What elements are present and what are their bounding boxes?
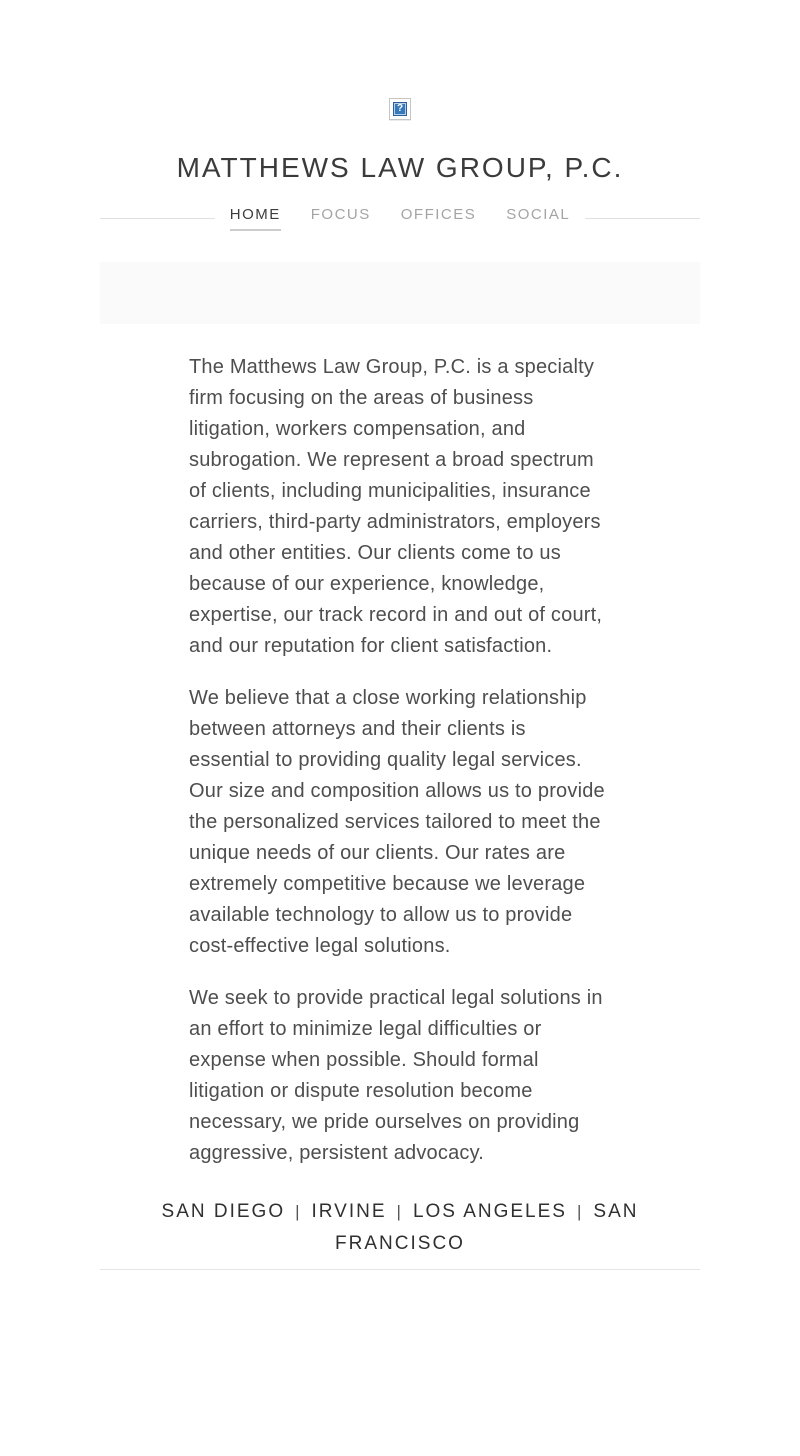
nav-left-hairline: [100, 218, 215, 219]
main-nav: [100, 206, 700, 231]
paragraph-practical-solutions: We seek to provide practical legal solutions in an effort to minimize legal difficulties or expense when possible. Should formal litigation or dispute resolution become necessary, we pride ourselves on providing aggressive, persistent advocacy.: [189, 987, 603, 1164]
separator-pipe: |: [295, 1202, 302, 1221]
question-mark-glyph: ?: [393, 102, 407, 116]
nav-item-social[interactable]: SOCIAL: [506, 206, 571, 223]
nav-right-hairline: [585, 218, 700, 219]
separator-pipe: |: [396, 1202, 403, 1221]
hero-banner: [100, 262, 700, 324]
nav-item-offices[interactable]: OFFICES: [400, 206, 477, 223]
location-irvine: IRVINE: [311, 1201, 387, 1222]
location-san-francisco: SAN FRANCISCO: [335, 1201, 639, 1254]
nav-item-focus[interactable]: FOCUS: [310, 206, 371, 223]
intro-text: [189, 352, 611, 1169]
nav-item-home[interactable]: HOME: [230, 206, 281, 231]
footer: [100, 1196, 700, 1270]
broken-image-icon: [389, 98, 411, 120]
office-locations: [140, 1196, 660, 1260]
location-san-diego: SAN DIEGO: [161, 1201, 286, 1222]
location-los-angeles: LOS ANGELES: [412, 1201, 567, 1222]
paragraph-client-relationship: We believe that a close working relationship between attorneys and their clients is essential to providing quality legal services. Our size and composition allows us to provide the personalized services tailored to meet the unique needs of our clients. Our rates are extremely competitive because we leverage available technology to allow us to provide cost-effective legal solutions.: [189, 687, 605, 957]
site-title: MATTHEWS LAW GROUP, P.C.: [176, 152, 624, 183]
site-logo-row: [100, 0, 700, 121]
separator-pipe: |: [576, 1202, 584, 1221]
paragraph-firm-overview: The Matthews Law Group, P.C. is a specialty firm focusing on the areas of business litigation, workers compensation, and subrogation. We represent a broad spectrum of clients, including municipalities, insurance carriers, third-party administrators, employers and other entities. Our clients come to us because of our experience, knowledge, expertise, our track record in and out of court, and our reputation for client satisfaction.: [189, 356, 603, 657]
footer-divider: [100, 1269, 700, 1270]
page: [100, 0, 700, 1270]
